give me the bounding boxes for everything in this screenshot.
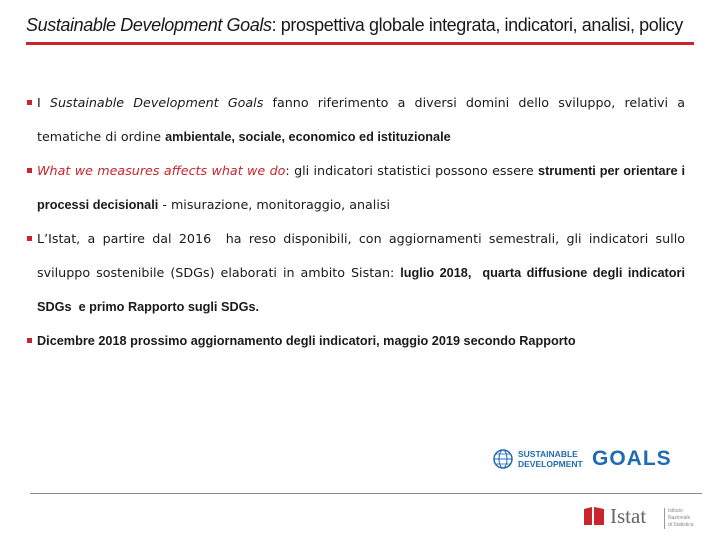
bullet-item bbox=[27, 222, 690, 324]
bullet-emphasis: Sustainable Development Goals bbox=[49, 95, 264, 110]
bullet-strong: Dicembre 2018 prossimo aggiornamento degli indicatori, maggio 2019 secondo Rapporto bbox=[37, 334, 576, 348]
bullet-text: L’Istat, a partire dal 2016 ha reso disponibili, con aggiornamenti semestrali, gli indicatori sullo sviluppo sostenibile (SDGs) elaborati in ambito Sistan: bbox=[37, 231, 690, 280]
title-italic: Sustainable Development Goals bbox=[26, 15, 272, 35]
istat-mark-icon bbox=[582, 505, 606, 527]
bullet-item bbox=[27, 154, 689, 222]
bullet-strong: strumenti per orientare i processi decisionali bbox=[37, 164, 689, 212]
bullet-square-icon bbox=[27, 100, 32, 105]
istat-logo bbox=[582, 503, 706, 529]
bullet-quote: What we measures affects what we do bbox=[37, 163, 286, 178]
bullet-text: - misurazione, monitoraggio, analisi bbox=[158, 197, 390, 212]
footer-divider bbox=[30, 493, 702, 494]
bullet-item bbox=[27, 324, 685, 358]
goals-wordmark: GOALS bbox=[592, 447, 672, 470]
istat-wordmark: Istat bbox=[610, 504, 647, 528]
title-rest: : prospettiva globale integrata, indicatori, analisi, policy bbox=[271, 15, 683, 35]
bullet-text: : gli indicatori statistici possono essere bbox=[285, 163, 539, 178]
bullet-item bbox=[27, 86, 690, 154]
istat-subtitle bbox=[664, 508, 706, 529]
bullet-strong: luglio 2018, quarta diffusione degli indicatori SDGs e primo Rapporto sugli SDGs. bbox=[37, 266, 689, 314]
slide-title bbox=[26, 10, 706, 40]
sdg-logo bbox=[490, 444, 690, 474]
bullet-text: fanno riferimento a diversi domini dello sviluppo, relativi a tematiche di ordine bbox=[37, 95, 690, 144]
bullet-text: I bbox=[37, 95, 50, 110]
bullet-square-icon bbox=[27, 168, 32, 173]
istat-sub-line-2: di Statistica bbox=[668, 522, 694, 528]
bullet-square-icon bbox=[27, 236, 32, 241]
bullet-square-icon bbox=[27, 338, 32, 343]
sdg-line-2: DEVELOPMENT bbox=[518, 459, 583, 469]
istat-sub-line-1: Istituto Nazionale bbox=[668, 508, 691, 521]
bullet-strong: ambientale, sociale, economico ed istituzionale bbox=[165, 130, 451, 144]
title-divider bbox=[26, 42, 694, 45]
sdg-wordmark bbox=[518, 449, 583, 469]
sdg-line-1: SUSTAINABLE bbox=[518, 449, 578, 459]
bullet-list bbox=[27, 86, 690, 358]
un-globe-icon bbox=[492, 448, 514, 470]
